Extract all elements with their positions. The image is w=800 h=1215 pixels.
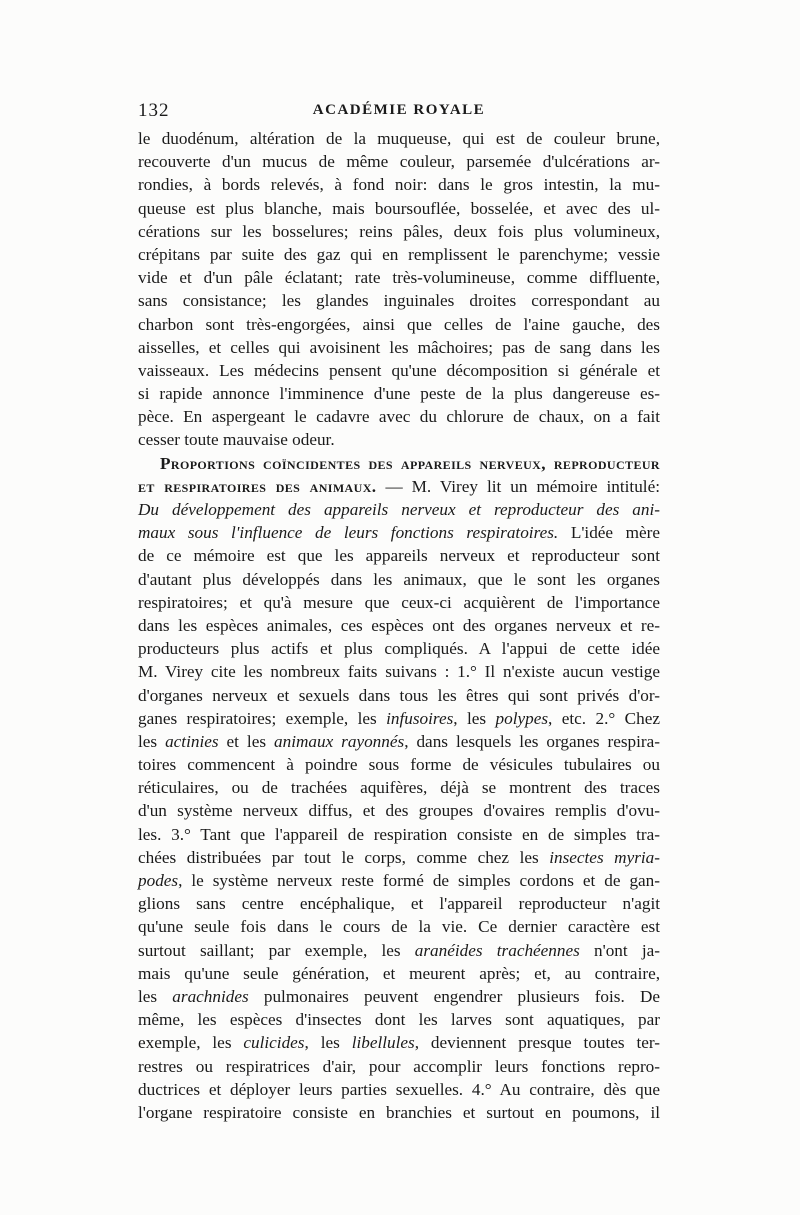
small-caps-heading: Proportions coïncidentes des appareils nerveux, reproducteur <box>160 453 660 473</box>
italic-text: animaux rayonnés <box>274 731 405 751</box>
text-line <box>138 243 660 266</box>
text-line <box>138 452 660 475</box>
text-line <box>138 405 660 428</box>
text-segment: qu'une seule fois dans le cours de la vie. Ce dernier caractère est <box>138 917 660 937</box>
text-line <box>138 962 660 985</box>
text-segment: les <box>138 986 173 1006</box>
text-line <box>138 521 660 544</box>
text-line <box>138 359 660 382</box>
text-segment: cesser toute mauvaise odeur. <box>138 430 335 450</box>
italic-text: podes <box>138 871 179 890</box>
text-line <box>138 568 660 591</box>
text-line <box>138 753 660 776</box>
page-number: 132 <box>138 100 170 121</box>
text-line <box>138 289 660 312</box>
text-segment: restres ou respiratrices d'air, pour accomplir leurs fonctions repro- <box>138 1056 660 1076</box>
text-segment: de ce mémoire est que les appareils nerveux et reproducteur sont <box>138 546 660 566</box>
text-segment: surtout saillant; par exemple, les <box>138 940 415 960</box>
text-segment: chées distribuées par tout le corps, comme chez les <box>138 847 550 867</box>
text-segment: d'autant plus développés dans les animaux, que le sont les organes <box>138 569 660 589</box>
text-line <box>138 684 660 707</box>
text-segment: les. 3.° Tant que l'appareil de respiration consiste en de simples tra- <box>138 824 660 844</box>
text-line <box>138 985 660 1008</box>
text-segment: pèce. En aspergeant le cadavre avec du chlorure de chaux, on a fait <box>138 407 660 427</box>
text-line <box>138 915 660 938</box>
text-line <box>138 1078 660 1101</box>
text-segment: même, les espèces d'insectes dont les larves sont aquatiques, par <box>138 1010 660 1030</box>
text-line <box>138 776 660 799</box>
text-segment: , les <box>453 708 496 728</box>
italic-text: actinies <box>165 731 219 751</box>
text-line <box>138 730 660 753</box>
text-segment: , dans lesquels les organes respira- <box>404 731 660 751</box>
text-segment: si rapide annonce l'imminence d'une peste de la plus dangereuse es- <box>138 384 660 404</box>
running-title: ACADÉMIE ROYALE <box>312 102 486 118</box>
text-line <box>138 382 660 405</box>
text-line <box>138 1055 660 1078</box>
text-segment: ductrices et déployer leurs parties sexuelles. 4.° Au contraire, dès que <box>138 1079 660 1099</box>
running-head <box>138 100 660 124</box>
italic-text: infusoires <box>386 708 454 728</box>
text-segment: n'ont ja- <box>579 940 661 960</box>
text-segment: le duodénum, altération de la muqueuse, qui est de couleur brune, <box>138 129 660 148</box>
italic-text: libellules <box>351 1033 415 1053</box>
italic-text: insectes myria- <box>549 847 660 867</box>
text-segment: recouverte d'un mucus de même couleur, parsemée d'ulcérations ar- <box>138 152 660 172</box>
text-line <box>138 150 660 173</box>
text-segment: rondies, à bords relevés, à fond noir: dans le gros intestin, la mu- <box>138 175 660 195</box>
text-line <box>138 1031 660 1054</box>
text-segment: vide et d'un pâle éclatant; rate très-volumineuse, comme diffluente, <box>138 268 660 288</box>
text-line <box>138 846 660 869</box>
text-line <box>138 892 660 915</box>
italic-text: aranéides trachéennes <box>414 940 580 960</box>
italic-text: Du développement des appareils nerveux et reproducteur des ani- <box>138 500 660 519</box>
text-line <box>138 336 660 359</box>
text-segment: crépitans par suite des gaz qui en remplissent le parenchyme; vessie <box>138 244 660 264</box>
text-line <box>138 475 660 498</box>
body-text <box>138 127 660 1124</box>
text-segment: toires commencent à poindre sous forme de vésicules tubulaires ou <box>138 755 660 775</box>
text-segment: respiratoires; et qu'à mesure que ceux-ci acquièrent de l'importance <box>138 592 660 612</box>
italic-text: culicides <box>243 1033 305 1053</box>
text-line <box>138 823 660 846</box>
text-segment: exemple, les <box>138 1033 244 1053</box>
text-line <box>138 428 660 451</box>
text-segment: , etc. 2.° Chez <box>548 708 660 728</box>
text-segment: — M. Virey lit un mémoire intitulé: <box>376 476 660 496</box>
text-segment: cérations sur les bosselures; reins pâles, deux fois plus volumineux, <box>138 221 660 241</box>
text-segment: charbon sont très-engorgées, ainsi que celles de l'aine gauche, des <box>138 314 660 334</box>
text-line <box>138 498 660 521</box>
text-line <box>138 637 660 660</box>
text-line <box>138 197 660 220</box>
text-segment: aisselles, et celles qui avoisinent les mâchoires; pas de sang dans les <box>138 337 660 357</box>
text-line <box>138 869 660 892</box>
text-line <box>138 266 660 289</box>
text-segment: mais qu'une seule génération, et meurent après; et, au contraire, <box>138 963 660 983</box>
text-segment: pulmonaires peuvent engendrer plusieurs fois. De <box>248 986 661 1006</box>
small-caps-heading: et respiratoires des animaux. <box>138 476 377 496</box>
text-line <box>138 173 660 196</box>
text-segment: les <box>138 731 166 751</box>
text-line <box>138 707 660 730</box>
text-segment: sans consistance; les glandes inguinales droites correspondant au <box>138 291 660 311</box>
text-segment: vaisseaux. Les médecins pensent qu'une décomposition si générale et <box>138 360 660 380</box>
text-segment: d'un système nerveux diffus, et des groupes d'ovaires remplis d'ovu- <box>138 801 660 821</box>
text-segment: d'organes nerveux et sexuels dans tous les êtres qui sont privés d'or- <box>138 685 660 705</box>
text-segment: M. Virey cite les nombreux faits suivans : 1.° Il n'existe aucun vestige <box>138 662 660 682</box>
text-segment: dans les espèces animales, ces espèces ont des organes nerveux et re- <box>138 615 660 635</box>
text-segment: , deviennent presque toutes ter- <box>414 1033 661 1053</box>
text-line <box>138 1101 660 1124</box>
italic-text: arachnides <box>172 986 249 1006</box>
text-line <box>138 591 660 614</box>
text-segment: queuse est plus blanche, mais boursouflée, bosselée, et avec des ul- <box>138 198 660 218</box>
text-segment: réticulaires, ou de trachées aquifères, déjà se montrent des traces <box>138 778 660 798</box>
text-line <box>138 127 660 150</box>
text-segment: , les <box>304 1033 352 1053</box>
text-line <box>138 614 660 637</box>
text-segment: producteurs plus actifs et plus compliqués. A l'appui de cette idée <box>138 639 660 659</box>
text-line <box>138 313 660 336</box>
text-segment: , le système nerveux reste formé de simples cordons et de gan- <box>178 871 660 890</box>
italic-text: polypes <box>495 708 549 728</box>
text-segment: ganes respiratoires; exemple, les <box>138 708 387 728</box>
text-line <box>138 939 660 962</box>
text-segment: L'idée mère <box>558 523 660 543</box>
text-line <box>138 544 660 567</box>
text-segment: glions sans centre encéphalique, et l'appareil reproducteur n'agit <box>138 894 660 914</box>
italic-text: maux sous l'influence de leurs fonctions respiratoires. <box>138 523 559 543</box>
text-line <box>138 1008 660 1031</box>
text-segment: l'organe respiratoire consiste en branchies et surtout en poumons, il <box>138 1102 660 1122</box>
text-line <box>138 220 660 243</box>
text-line <box>138 799 660 822</box>
text-line <box>138 660 660 683</box>
text-segment: et les <box>218 731 274 751</box>
